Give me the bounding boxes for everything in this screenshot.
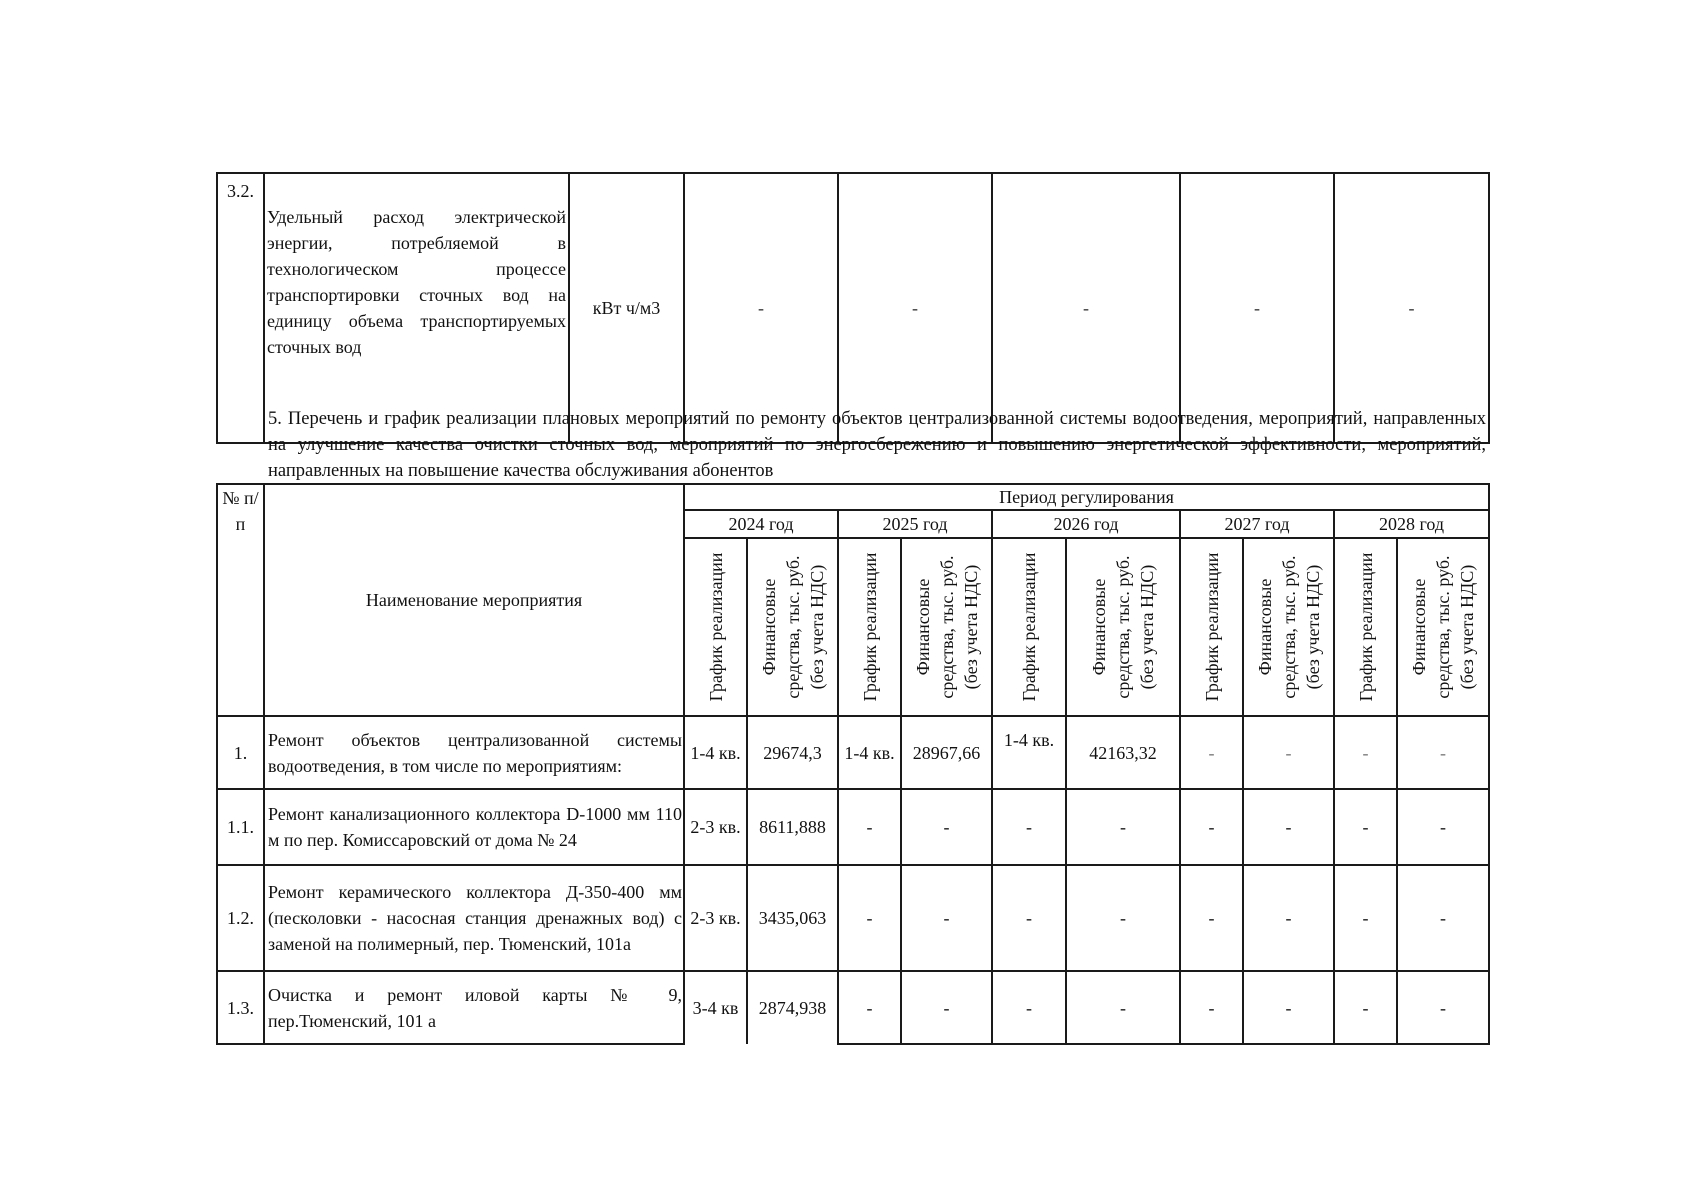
indicator-table — [216, 172, 1490, 444]
finance-header: Финансовые средства, тыс. руб. (без учета НДС) — [1397, 538, 1489, 716]
row-number: 1.2. — [217, 865, 264, 971]
finance-cell: - — [1243, 716, 1334, 789]
finance-cell: - — [1243, 865, 1334, 971]
schedule-cell: - — [1334, 971, 1397, 1044]
num-header: № п/п — [217, 484, 264, 716]
finance-cell: - — [1066, 789, 1180, 865]
finance-cell: - — [1243, 971, 1334, 1044]
measure-name: Ремонт канализационного коллектора D-1000 мм 110 м по пер. Комиссаровский от дома № 24 — [264, 789, 684, 865]
finance-cell: - — [1243, 789, 1334, 865]
row-number: 1.3. — [217, 971, 264, 1044]
table-row — [217, 716, 1489, 789]
finance-header: Финансовые средства, тыс. руб. (без учета НДС) — [901, 538, 992, 716]
schedule-cell: - — [1334, 789, 1397, 865]
finance-cell: 29674,3 — [747, 716, 838, 789]
value-cell: - — [1334, 173, 1489, 443]
row-number: 3.2. — [217, 173, 264, 443]
table-row — [217, 971, 1489, 1044]
measure-name: Ремонт керамического коллектора Д-350-400 мм (песколовки - насосная станция дренажных вод) с заменой на полимерный, пер. Тюменский, 101а — [264, 865, 684, 971]
schedule-cell: - — [1334, 865, 1397, 971]
measures-table — [216, 483, 1490, 1045]
finance-cell: - — [1397, 789, 1489, 865]
schedule-cell: - — [992, 789, 1066, 865]
schedule-cell: - — [992, 865, 1066, 971]
period-header: Период регулирования — [684, 484, 1489, 510]
schedule-cell: - — [1180, 789, 1243, 865]
table-row — [217, 865, 1489, 971]
measure-name: Очистка и ремонт иловой карты № 9, пер.Тюменский, 101 а — [264, 971, 684, 1044]
name-header: Наименование мероприятия — [264, 484, 684, 716]
indicator-unit: кВт ч/м3 — [569, 173, 684, 443]
schedule-cell: - — [838, 865, 901, 971]
finance-cell: 3435,063 — [747, 865, 838, 971]
schedule-cell: 2-3 кв. — [684, 789, 747, 865]
schedule-header: График реализации — [992, 538, 1066, 716]
schedule-cell: - — [838, 789, 901, 865]
schedule-cell: - — [838, 971, 901, 1044]
schedule-header: График реализации — [838, 538, 901, 716]
schedule-cell: - — [1180, 865, 1243, 971]
finance-cell: - — [901, 865, 992, 971]
finance-header: Финансовые средства, тыс. руб. (без учета НДС) — [1243, 538, 1334, 716]
schedule-cell: - — [1180, 971, 1243, 1044]
finance-header: Финансовые средства, тыс. руб. (без учета НДС) — [747, 538, 838, 716]
value-cell: - — [992, 173, 1180, 443]
finance-cell: - — [1066, 971, 1180, 1044]
year-header: 2027 год — [1180, 510, 1334, 538]
measure-name: Ремонт объектов централизованной системы водоотведения, в том числе по мероприятиям: — [264, 716, 684, 789]
table-row — [217, 789, 1489, 865]
section-heading: 5. Перечень и график реализации плановых мероприятий по ремонту объектов централизованной системы водоотведения, мероприятий, направленных на улучшение качества очистки сточных вод, мероприятий по энергосбережению и повышению энергетической эффективности, мероприятий, направленных на повышение качества обслуживания абонентов — [268, 409, 1486, 481]
finance-header: Финансовые средства, тыс. руб. (без учета НДС) — [1066, 538, 1180, 716]
value-cell: - — [838, 173, 992, 443]
header-row — [217, 484, 1489, 510]
schedule-header: График реализации — [684, 538, 747, 716]
finance-cell: - — [1066, 865, 1180, 971]
row-number: 1.1. — [217, 789, 264, 865]
finance-cell: - — [1397, 716, 1489, 789]
finance-cell: - — [901, 971, 992, 1044]
finance-cell: 28967,66 — [901, 716, 992, 789]
schedule-cell: 1-4 кв. — [838, 716, 901, 789]
schedule-cell: 1-4 кв. — [992, 716, 1066, 789]
finance-cell: 42163,32 — [1066, 716, 1180, 789]
value-cell: - — [684, 173, 838, 443]
row-number: 1. — [217, 716, 264, 789]
finance-cell: 8611,888 — [747, 789, 838, 865]
finance-cell: - — [1397, 971, 1489, 1044]
value-cell: - — [1180, 173, 1334, 443]
schedule-cell: - — [1334, 716, 1397, 789]
year-header: 2024 год — [684, 510, 838, 538]
finance-cell: 2874,938 — [747, 971, 838, 1044]
schedule-cell: 1-4 кв. — [684, 716, 747, 789]
schedule-cell: - — [992, 971, 1066, 1044]
schedule-header: График реализации — [1180, 538, 1243, 716]
schedule-cell: 2-3 кв. — [684, 865, 747, 971]
year-header: 2028 год — [1334, 510, 1489, 538]
year-header: 2025 год — [838, 510, 992, 538]
schedule-cell: - — [1180, 716, 1243, 789]
finance-cell: - — [901, 789, 992, 865]
schedule-header: График реализации — [1334, 538, 1397, 716]
table-row — [217, 173, 1489, 443]
finance-cell: - — [1397, 865, 1489, 971]
year-header: 2026 год — [992, 510, 1180, 538]
indicator-description: Удельный расход электрической энергии, потребляемой в технологическом процессе транспортировки сточных вод на единицу объема транспортируемых сточных вод — [264, 173, 569, 443]
schedule-cell: 3-4 кв — [684, 971, 747, 1044]
